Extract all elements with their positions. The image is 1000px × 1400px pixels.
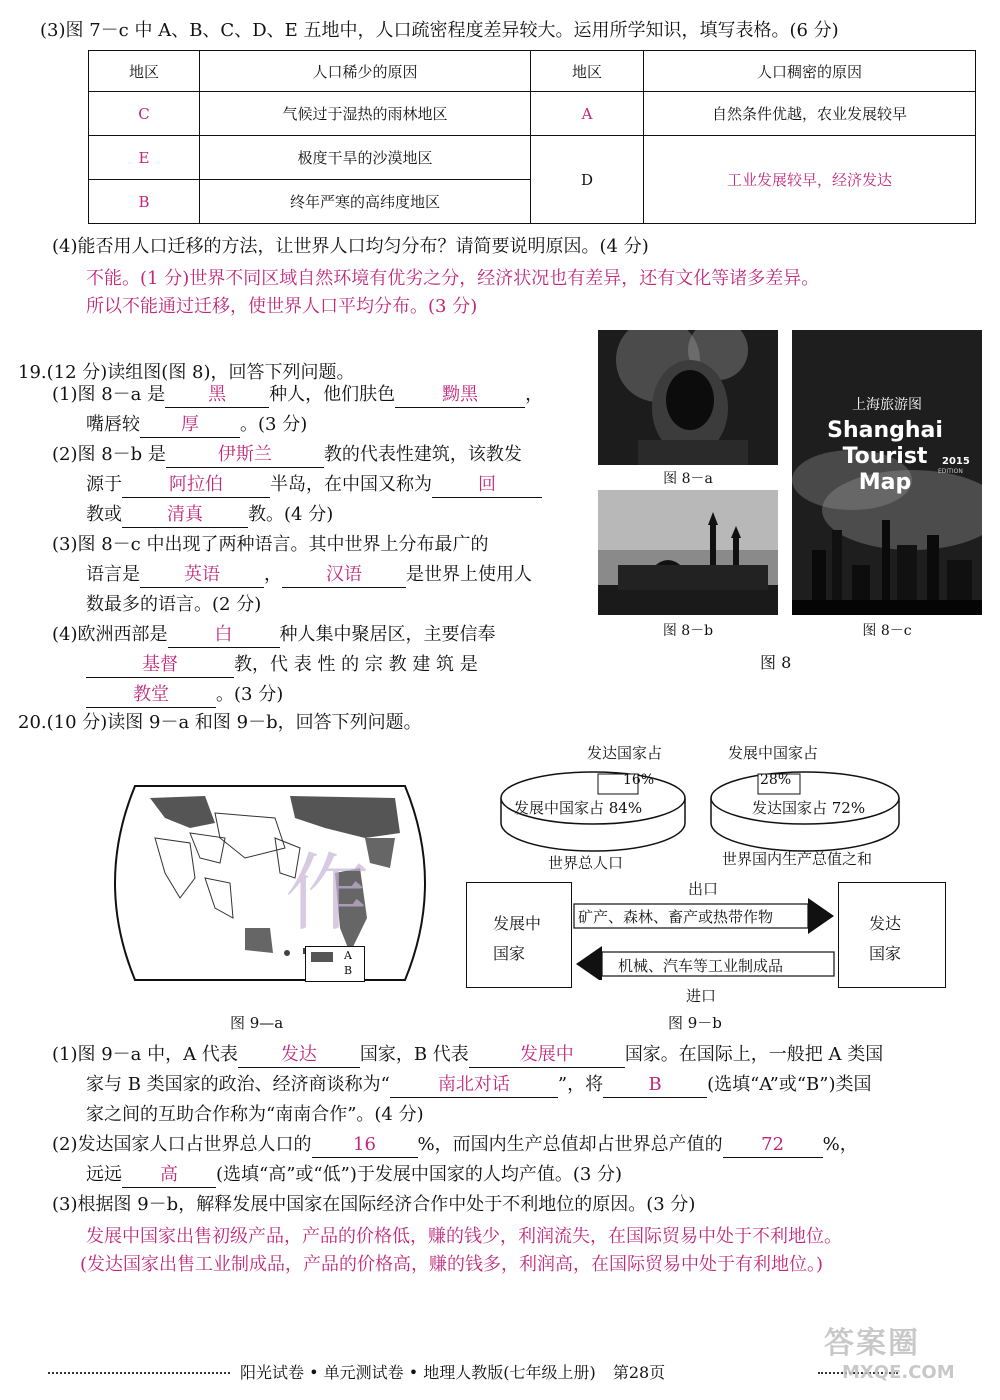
answer-blank: 黑 — [165, 383, 269, 408]
figure-8a-caption: 图 8－a — [663, 471, 713, 487]
pie1-big-slice: 发展中国家占 84% — [514, 799, 643, 817]
text: %， — [822, 1134, 858, 1155]
answer-blank: 高 — [122, 1163, 216, 1188]
q18-part3-prompt: (3)图 7－c 中 A、B、C、D、E 五地中，人口疏密程度差异较大。运用所学知识，填写表格。(6 分) — [40, 20, 839, 41]
page-number: 第28页 — [612, 1363, 666, 1382]
table-cell: 极度干旱的沙漠地区 — [200, 136, 531, 180]
text: 种人集中聚居区，主要信奉 — [279, 624, 496, 645]
legend-swatch-a — [311, 952, 333, 962]
answer-blank: 发达 — [238, 1043, 360, 1068]
text: 国家，B 代表 — [359, 1044, 469, 1065]
answer-blank: 黝黑 — [395, 383, 525, 408]
import-goods: 机械、汽车等工业制成品 — [618, 957, 784, 975]
box-label: 发达 — [869, 914, 902, 933]
q20-part2 — [52, 1130, 858, 1160]
text: (1)图 9－a 中，A 代表 — [52, 1044, 238, 1065]
answer-blank: 发展中 — [469, 1043, 625, 1068]
text: 。(3 分) — [240, 414, 308, 435]
population-density-table — [88, 50, 976, 224]
pie2-title: 世界国内生产总值之和 — [722, 850, 873, 868]
text: 家与 B 类国家的政治、经济商谈称为“ — [86, 1074, 390, 1095]
figure-8b-caption: 图 8－b — [662, 623, 714, 639]
answer-blank: 英语 — [140, 563, 264, 588]
table-cell: A — [531, 92, 644, 136]
text: 教的代表性建筑，该教发 — [323, 444, 522, 465]
figure-9b-caption: 图 9－b — [668, 1014, 722, 1032]
text: 种人，他们肤色 — [269, 384, 396, 405]
q19-part3: (3)图 8－c 中出现了两种语言。其中世界上分布最广的 — [52, 534, 489, 555]
pie2-top-label: 发展中国家占 — [728, 744, 819, 762]
table-header: 地区 — [531, 51, 644, 92]
figure-8-caption: 图 8 — [760, 653, 792, 672]
text: %，而国内生产总值却占世界总产值的 — [417, 1134, 723, 1155]
answer-blank: B — [603, 1073, 707, 1098]
table-cell: B — [89, 180, 200, 224]
text: 教，代 表 性 的 宗 教 建 筑 是 — [234, 654, 478, 675]
text: (1)图 8－a 是 — [52, 384, 166, 405]
answer-blank: 汉语 — [282, 563, 406, 588]
box-label: 国家 — [869, 944, 902, 963]
box-label: 国家 — [493, 944, 526, 963]
export-goods: 矿产、森林、畜产或热带作物 — [578, 908, 774, 926]
legend-label-b: B — [344, 964, 353, 977]
legend-swatch-b — [311, 966, 333, 976]
q18-part4-answer: 不能。(1 分)世界不同区域自然环境有优劣之分，经济状况也有差异，还有文化等诸多差异。 — [86, 268, 820, 289]
shanghai-tourist-map-poster — [792, 330, 982, 615]
answer-site-watermark-logo — [818, 1316, 988, 1390]
answer-blank: 16 — [312, 1133, 418, 1158]
table-cell: 终年严寒的高纬度地区 — [200, 180, 531, 224]
q19-part2 — [52, 440, 522, 470]
text: ， — [264, 564, 282, 585]
text: (4)欧洲西部是 — [52, 624, 168, 645]
developing-country-box — [466, 882, 572, 988]
pie1-title: 世界总人口 — [548, 854, 624, 872]
box-label: 发展中 — [493, 914, 542, 933]
map-legend — [305, 946, 365, 982]
figure-8c-caption: 图 8－c — [862, 623, 912, 639]
text: ， — [525, 384, 544, 405]
developed-country-box — [838, 882, 946, 988]
poster-edition: EDITION — [938, 468, 963, 475]
q20-part1 — [52, 1040, 883, 1070]
table-cell: 气候过于湿热的雨林地区 — [200, 92, 531, 136]
text: 远远 — [86, 1164, 122, 1185]
table-header: 人口稀少的原因 — [200, 51, 531, 92]
answer-blank: 白 — [168, 623, 280, 648]
answer-blank: 南北对话 — [390, 1073, 558, 1098]
answer-blank: 72 — [723, 1133, 823, 1158]
q20-part2-line2 — [86, 1160, 622, 1190]
answer-blank: 清真 — [122, 503, 248, 528]
text: 半岛，在中国又称为 — [270, 474, 432, 495]
text: 源于 — [86, 474, 122, 495]
text: (选填“A”或“B”)类国 — [707, 1074, 872, 1095]
figure-9a-caption: 图 9—a — [230, 1014, 284, 1032]
pie2-small-slice: 28% — [760, 772, 792, 788]
q19-part2-line2 — [86, 470, 542, 500]
answer-blank: 教堂 — [86, 683, 216, 708]
q20-part1-line2 — [86, 1070, 872, 1100]
poster-title-line: Tourist — [842, 444, 928, 469]
photo-mosque-image — [598, 490, 778, 615]
text: 教或 — [86, 504, 122, 525]
map-watermark: 作 — [285, 844, 370, 942]
text: 是世界上使用人 — [406, 564, 532, 585]
text: 语言是 — [86, 564, 140, 585]
q20-part3-prompt: (3)根据图 9－b，解释发展中国家在国际经济合作中处于不利地位的原因。(3 分) — [52, 1194, 696, 1215]
import-label: 进口 — [686, 987, 717, 1005]
answer-blank: 厚 — [140, 413, 240, 438]
watermark-site: MXQE.COM — [842, 1362, 955, 1383]
table-cell: 自然条件优越，农业发展较早 — [644, 92, 976, 136]
text: (2)图 8－b 是 — [52, 444, 166, 465]
text: (2)发达国家人口占世界总人口的 — [52, 1134, 312, 1155]
table-cell: D — [531, 136, 644, 224]
q19-part4 — [52, 620, 496, 650]
q20-part1-line3: 家之间的互助合作称为“南南合作”。(4 分) — [86, 1104, 424, 1125]
answer-blank: 伊斯兰 — [166, 443, 324, 468]
poster-title-line: Map — [858, 470, 912, 495]
table-header: 地区 — [89, 51, 200, 92]
text: 教。(4 分) — [248, 504, 334, 525]
photo-black-person — [598, 330, 778, 465]
q20-intro: 20.(10 分)读图 9－a 和图 9－b，回答下列问题。 — [18, 712, 422, 733]
footer-title: 阳光试卷 • 单元测试卷 • 地理人教版(七年级上册) — [240, 1363, 596, 1382]
text: 嘴唇较 — [86, 414, 140, 435]
q18-part4-prompt: (4)能否用人口迁移的方法，让世界人口均匀分布？请简要说明原因。(4 分) — [52, 236, 649, 257]
q19-part2-line3 — [86, 500, 333, 530]
text: (选填“高”或“低”)于发展中国家的人均产值。(3 分) — [216, 1164, 623, 1185]
legend-label-a: A — [344, 949, 352, 962]
answer-blank: 回 — [432, 473, 542, 498]
text: 国家。在国际上，一般把 A 类国 — [624, 1044, 884, 1065]
table-header: 人口稠密的原因 — [644, 51, 976, 92]
world-map-image — [95, 778, 445, 988]
q19-part1 — [52, 380, 543, 410]
world-map — [95, 778, 445, 988]
q19-part4-line3 — [86, 680, 283, 710]
poster-title-line: Shanghai — [827, 418, 943, 443]
answer-blank: 基督 — [86, 653, 234, 678]
table-cell: C — [89, 92, 200, 136]
footer-text — [240, 1360, 665, 1383]
q19-part3-line3: 数最多的语言。(2 分) — [86, 594, 262, 615]
text: ”，将 — [557, 1074, 604, 1095]
photo-mosque — [598, 490, 778, 615]
q19-part1-line2 — [86, 410, 307, 440]
table-cell: E — [89, 136, 200, 180]
q19-intro: 19.(12 分)读组图(图 8)，回答下列问题。 — [18, 362, 355, 383]
poster-chinese-title: 上海旅游图 — [852, 397, 922, 413]
table-cell: 工业发展较早，经济发达 — [644, 136, 976, 224]
export-label: 出口 — [688, 880, 719, 898]
q20-part3-answer: 发展中国家出售初级产品，产品的价格低，赚的钱少，利润流失，在国际贸易中处于不利地位。 — [86, 1226, 842, 1247]
pie1-small-slice: 16% — [623, 772, 655, 788]
pie1-top-label: 发达国家占 — [587, 744, 663, 762]
answer-blank: 阿拉伯 — [122, 473, 270, 498]
text: 。(3 分) — [216, 684, 284, 705]
q19-part3-line2 — [86, 560, 532, 590]
watermark-brand: 答案圈 — [824, 1326, 920, 1361]
photo-black-person-image — [598, 330, 778, 465]
pie2-big-slice: 发达国家占 72% — [752, 799, 866, 817]
q18-part4-answer: 所以不能通过迁移，使世界人口平均分布。(3 分) — [86, 296, 478, 317]
footer-rule-left — [48, 1372, 230, 1374]
poster-year: 2015 — [942, 456, 970, 467]
q19-part4-line2 — [86, 650, 478, 680]
q20-part3-answer: (发达国家出售工业制成品，产品的价格高，赚的钱多，利润高，在国际贸易中处于有利地位。) — [80, 1254, 824, 1275]
